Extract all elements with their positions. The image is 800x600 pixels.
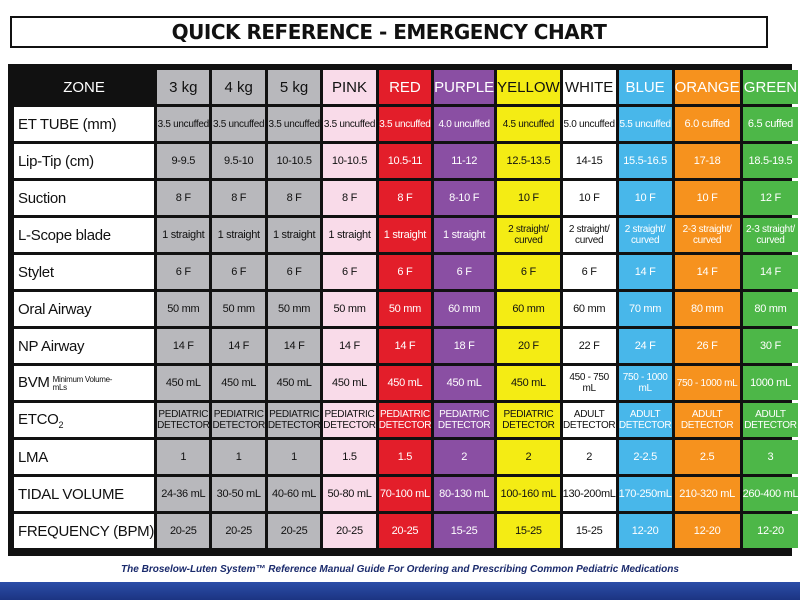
- bottom-band: [0, 582, 800, 600]
- cell-orange: 12-20: [675, 514, 740, 548]
- cell-white: 130-200mL: [563, 477, 616, 511]
- cell-white: 6 F: [563, 255, 616, 289]
- cell-pink: 50-80 mL: [323, 477, 375, 511]
- row-label: [14, 477, 154, 511]
- table-row: [14, 181, 798, 215]
- cell-4kg: 6 F: [212, 255, 264, 289]
- column-header-orange: ORANGE: [675, 70, 740, 104]
- cell-pink: PEDIATRIC DETECTOR: [323, 403, 375, 437]
- cell-green: 80 mm: [743, 292, 799, 326]
- table-row: [14, 107, 798, 141]
- table-row: [14, 477, 798, 511]
- cell-5kg: 3.5 uncuffed: [268, 107, 320, 141]
- cell-5kg: 10-10.5: [268, 144, 320, 178]
- row-label: [14, 366, 154, 400]
- emergency-chart-table: [11, 67, 800, 551]
- cell-5kg: 450 mL: [268, 366, 320, 400]
- cell-orange: 26 F: [675, 329, 740, 363]
- cell-3kg: 1 straight: [157, 218, 209, 252]
- cell-green: 30 F: [743, 329, 799, 363]
- column-header-3kg: 3 kg: [157, 70, 209, 104]
- cell-green: 1000 mL: [743, 366, 799, 400]
- cell-orange: 17-18: [675, 144, 740, 178]
- row-label: [14, 292, 154, 326]
- row-label-subscript: 2: [58, 419, 64, 430]
- row-label: [14, 181, 154, 215]
- cell-3kg: 450 mL: [157, 366, 209, 400]
- cell-green: 3: [743, 440, 799, 474]
- cell-pink: 450 mL: [323, 366, 375, 400]
- cell-yellow: 6 F: [497, 255, 560, 289]
- cell-purple: PEDIATRIC DETECTOR: [434, 403, 494, 437]
- cell-yellow: 20 F: [497, 329, 560, 363]
- header-row: [14, 70, 798, 104]
- cell-4kg: 30-50 mL: [212, 477, 264, 511]
- table-row: [14, 144, 798, 178]
- cell-5kg: 14 F: [268, 329, 320, 363]
- cell-red: 6 F: [379, 255, 431, 289]
- cell-yellow: 2 straight/ curved: [497, 218, 560, 252]
- cell-green: 2-3 straight/ curved: [743, 218, 799, 252]
- column-header-5kg: 5 kg: [268, 70, 320, 104]
- cell-red: 1.5: [379, 440, 431, 474]
- column-header-white: WHITE: [563, 70, 616, 104]
- cell-green: 260-400 mL: [743, 477, 799, 511]
- cell-3kg: 20-25: [157, 514, 209, 548]
- footer-caption: The Broselow-Luten System™ Reference Manual Guide For Ordering and Prescribing Common Pediatric Medications: [121, 564, 679, 575]
- cell-red: 3.5 uncuffed: [379, 107, 431, 141]
- row-label: [14, 514, 154, 548]
- cell-orange: 2-3 straight/ curved: [675, 218, 740, 252]
- cell-purple: 15-25: [434, 514, 494, 548]
- cell-blue: 14 F: [619, 255, 672, 289]
- cell-purple: 18 F: [434, 329, 494, 363]
- cell-4kg: 9.5-10: [212, 144, 264, 178]
- cell-green: ADULT DETECTOR: [743, 403, 799, 437]
- cell-green: 18.5-19.5: [743, 144, 799, 178]
- table-row: [14, 366, 798, 400]
- cell-green: 12-20: [743, 514, 799, 548]
- row-label-text: BVM: [18, 374, 50, 392]
- column-header-blue: BLUE: [619, 70, 672, 104]
- cell-blue: 750 - 1000 mL: [619, 366, 672, 400]
- cell-white: 5.0 uncuffed: [563, 107, 616, 141]
- row-label-text: Stylet: [18, 263, 54, 281]
- cell-pink: 1 straight: [323, 218, 375, 252]
- cell-pink: 6 F: [323, 255, 375, 289]
- cell-blue: 170-250mL: [619, 477, 672, 511]
- table-row: [14, 440, 798, 474]
- row-label: [14, 329, 154, 363]
- cell-orange: ADULT DETECTOR: [675, 403, 740, 437]
- cell-4kg: 3.5 uncuffed: [212, 107, 264, 141]
- row-label-text: NP Airway: [18, 337, 85, 355]
- emergency-chart: [8, 64, 799, 556]
- cell-green: 6.5 cuffed: [743, 107, 799, 141]
- cell-purple: 6 F: [434, 255, 494, 289]
- row-label-text: FREQUENCY (BPM): [18, 522, 155, 540]
- cell-4kg: 14 F: [212, 329, 264, 363]
- cell-3kg: 1: [157, 440, 209, 474]
- column-header-4kg: 4 kg: [212, 70, 264, 104]
- cell-blue: 12-20: [619, 514, 672, 548]
- cell-orange: 6.0 cuffed: [675, 107, 740, 141]
- cell-orange: 80 mm: [675, 292, 740, 326]
- cell-5kg: 6 F: [268, 255, 320, 289]
- cell-red: 1 straight: [379, 218, 431, 252]
- cell-pink: 10-10.5: [323, 144, 375, 178]
- column-header-purple: PURPLE: [434, 70, 494, 104]
- cell-4kg: 1 straight: [212, 218, 264, 252]
- cell-3kg: 14 F: [157, 329, 209, 363]
- cell-pink: 50 mm: [323, 292, 375, 326]
- cell-blue: 2-2.5: [619, 440, 672, 474]
- table-row: [14, 292, 798, 326]
- column-header-zone: ZONE: [14, 70, 154, 104]
- cell-3kg: 9-9.5: [157, 144, 209, 178]
- row-label: [14, 255, 154, 289]
- cell-4kg: 50 mm: [212, 292, 264, 326]
- cell-yellow: 450 mL: [497, 366, 560, 400]
- row-label-text: Suction: [18, 189, 66, 207]
- cell-purple: 60 mm: [434, 292, 494, 326]
- cell-blue: 5.5 uncuffed: [619, 107, 672, 141]
- column-header-pink: PINK: [323, 70, 375, 104]
- cell-blue: 70 mm: [619, 292, 672, 326]
- column-header-yellow: YELLOW: [497, 70, 560, 104]
- row-label-note: Minimum Volume-mLs: [52, 374, 113, 392]
- column-header-green: GREEN: [743, 70, 799, 104]
- row-label-text: Lip-Tip (cm): [18, 152, 94, 170]
- cell-red: 50 mm: [379, 292, 431, 326]
- cell-purple: 1 straight: [434, 218, 494, 252]
- cell-pink: 14 F: [323, 329, 375, 363]
- table-row: [14, 514, 798, 548]
- cell-red: 8 F: [379, 181, 431, 215]
- row-label-text: ETCO: [18, 410, 59, 428]
- cell-white: 2: [563, 440, 616, 474]
- cell-orange: 2.5: [675, 440, 740, 474]
- cell-orange: 750 - 1000 mL: [675, 366, 740, 400]
- row-label-text: LMA: [18, 448, 48, 466]
- cell-yellow: 60 mm: [497, 292, 560, 326]
- cell-green: 14 F: [743, 255, 799, 289]
- cell-yellow: 10 F: [497, 181, 560, 215]
- cell-purple: 80-130 mL: [434, 477, 494, 511]
- cell-yellow: 12.5-13.5: [497, 144, 560, 178]
- cell-pink: 1.5: [323, 440, 375, 474]
- cell-red: 10.5-11: [379, 144, 431, 178]
- cell-3kg: 3.5 uncuffed: [157, 107, 209, 141]
- table-row: [14, 403, 798, 437]
- row-label-text: Oral Airway: [18, 300, 92, 318]
- cell-white: 450 - 750 mL: [563, 366, 616, 400]
- cell-orange: 14 F: [675, 255, 740, 289]
- cell-blue: 10 F: [619, 181, 672, 215]
- cell-red: 450 mL: [379, 366, 431, 400]
- cell-3kg: PEDIATRIC DETECTOR: [157, 403, 209, 437]
- cell-yellow: 15-25: [497, 514, 560, 548]
- cell-5kg: PEDIATRIC DETECTOR: [268, 403, 320, 437]
- cell-white: 22 F: [563, 329, 616, 363]
- cell-white: 15-25: [563, 514, 616, 548]
- cell-white: 2 straight/ curved: [563, 218, 616, 252]
- cell-yellow: 2: [497, 440, 560, 474]
- row-label: [14, 144, 154, 178]
- cell-purple: 4.0 uncuffed: [434, 107, 494, 141]
- row-label: [14, 107, 154, 141]
- cell-red: PEDIATRIC DETECTOR: [379, 403, 431, 437]
- cell-5kg: 8 F: [268, 181, 320, 215]
- cell-green: 12 F: [743, 181, 799, 215]
- table-row: [14, 329, 798, 363]
- row-label: [14, 440, 154, 474]
- row-label: [14, 218, 154, 252]
- cell-yellow: 4.5 uncuffed: [497, 107, 560, 141]
- cell-5kg: 1 straight: [268, 218, 320, 252]
- cell-5kg: 1: [268, 440, 320, 474]
- cell-yellow: PEDIATRIC DETECTOR: [497, 403, 560, 437]
- chart-body: [14, 107, 798, 548]
- cell-blue: ADULT DETECTOR: [619, 403, 672, 437]
- cell-4kg: 450 mL: [212, 366, 264, 400]
- cell-3kg: 24-36 mL: [157, 477, 209, 511]
- cell-red: 20-25: [379, 514, 431, 548]
- cell-purple: 8-10 F: [434, 181, 494, 215]
- cell-pink: 3.5 uncuffed: [323, 107, 375, 141]
- cell-white: 14-15: [563, 144, 616, 178]
- cell-4kg: 8 F: [212, 181, 264, 215]
- row-label-text: TIDAL VOLUME: [18, 485, 124, 503]
- table-row: [14, 218, 798, 252]
- chart-title: QUICK REFERENCE - EMERGENCY CHART: [10, 16, 768, 48]
- cell-purple: 11-12: [434, 144, 494, 178]
- cell-5kg: 20-25: [268, 514, 320, 548]
- cell-blue: 24 F: [619, 329, 672, 363]
- row-label: [14, 403, 154, 437]
- cell-5kg: 40-60 mL: [268, 477, 320, 511]
- cell-3kg: 50 mm: [157, 292, 209, 326]
- cell-4kg: 1: [212, 440, 264, 474]
- cell-4kg: 20-25: [212, 514, 264, 548]
- cell-3kg: 8 F: [157, 181, 209, 215]
- cell-white: 60 mm: [563, 292, 616, 326]
- cell-yellow: 100-160 mL: [497, 477, 560, 511]
- cell-blue: 15.5-16.5: [619, 144, 672, 178]
- cell-purple: 450 mL: [434, 366, 494, 400]
- row-label-text: L-Scope blade: [18, 226, 111, 244]
- cell-blue: 2 straight/ curved: [619, 218, 672, 252]
- cell-pink: 8 F: [323, 181, 375, 215]
- table-row: [14, 255, 798, 289]
- cell-red: 70-100 mL: [379, 477, 431, 511]
- cell-white: ADULT DETECTOR: [563, 403, 616, 437]
- cell-4kg: PEDIATRIC DETECTOR: [212, 403, 264, 437]
- row-label-text: ET TUBE (mm): [18, 115, 117, 133]
- cell-pink: 20-25: [323, 514, 375, 548]
- cell-orange: 210-320 mL: [675, 477, 740, 511]
- cell-red: 14 F: [379, 329, 431, 363]
- cell-3kg: 6 F: [157, 255, 209, 289]
- column-header-red: RED: [379, 70, 431, 104]
- cell-white: 10 F: [563, 181, 616, 215]
- cell-purple: 2: [434, 440, 494, 474]
- cell-orange: 10 F: [675, 181, 740, 215]
- cell-5kg: 50 mm: [268, 292, 320, 326]
